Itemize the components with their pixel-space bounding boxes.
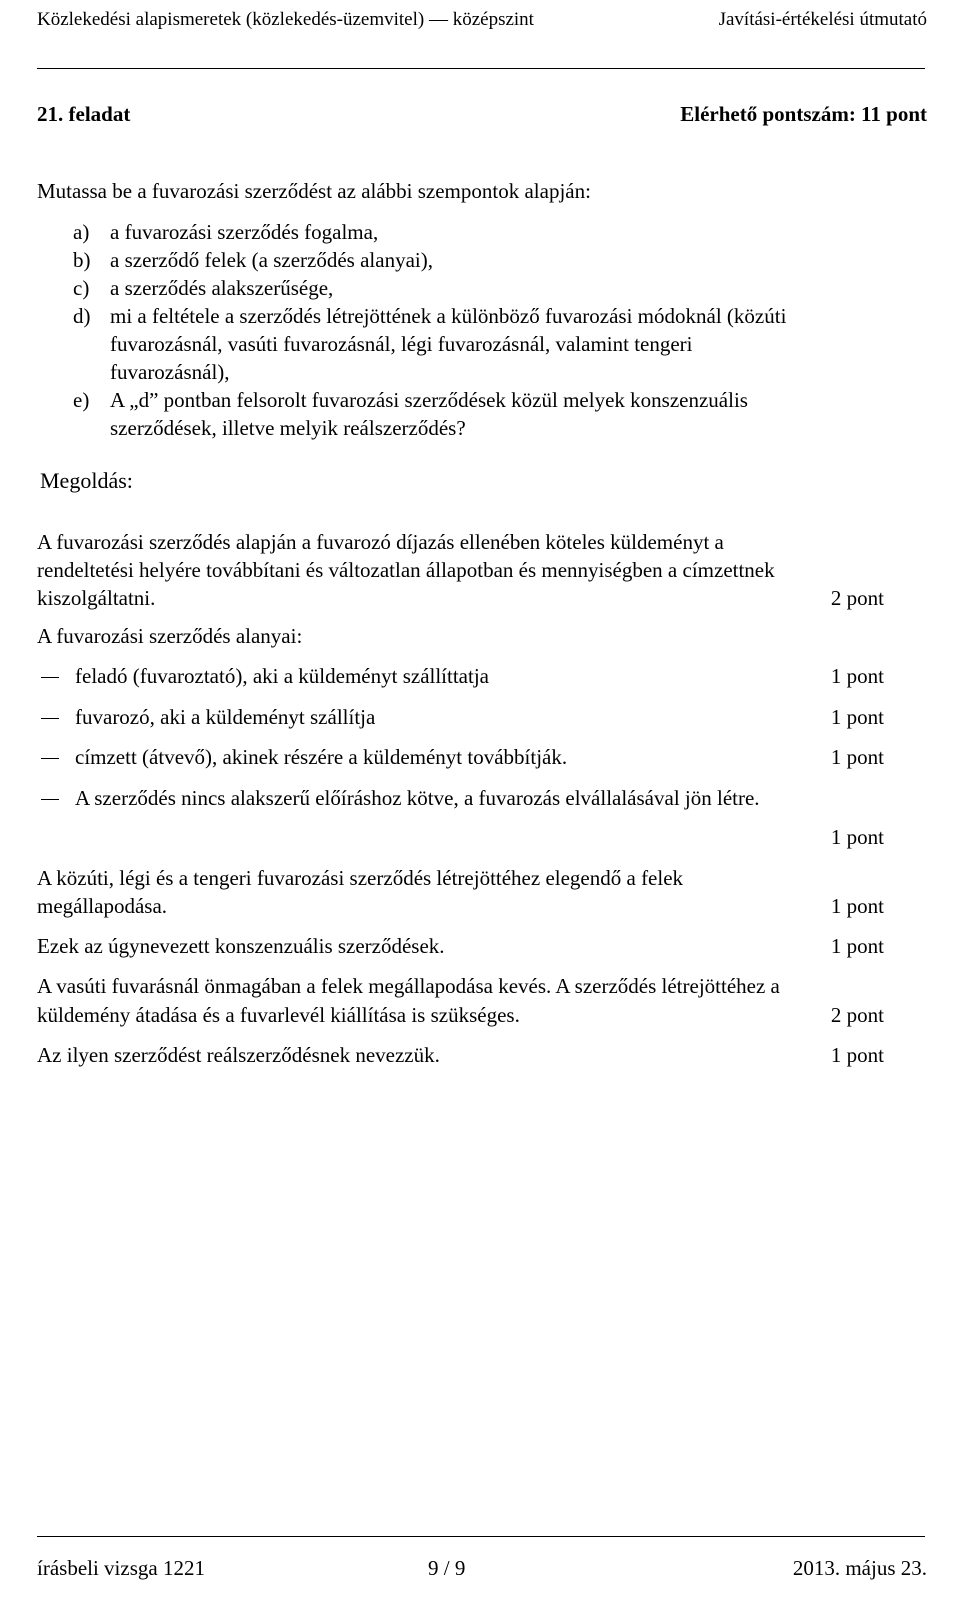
p5-points: 1 pont <box>830 1043 884 1067</box>
party-carrier-points: 1 pont <box>830 705 884 729</box>
item-d-text-1: mi a feltétele a szerződés létrejöttének a különböző fuvarozási módoknál (közúti <box>110 304 787 328</box>
party-consignee-points: 1 pont <box>830 745 884 769</box>
solution-p2-line2: megállapodása. <box>37 894 168 918</box>
item-e-text-1: A „d” pontban felsorolt fuvarozási szerződések közül melyek konszenzuális <box>110 388 748 412</box>
solution-p2-line1: A közúti, légi és a tengeri fuvarozási szerződés létrejöttéhez elegendő a felek <box>37 866 684 890</box>
header-rule <box>37 68 925 69</box>
party-carrier: fuvarozó, aki a küldeményt szállítja <box>75 705 376 729</box>
solution-p1-line1: A fuvarozási szerződés alapján a fuvarozó díjazás ellenében köteles küldeményt a <box>37 530 724 554</box>
header-right: Javítási-értékelési útmutató <box>718 9 927 30</box>
form-requirement: A szerződés nincs alakszerű előíráshoz kötve, a fuvarozás elvállalásával jön létre. <box>75 786 760 810</box>
dash-bullet <box>41 758 59 759</box>
max-points: Elérhető pontszám: 11 pont <box>680 102 927 126</box>
footer-date: 2013. május 23. <box>792 1556 927 1580</box>
footer-left: írásbeli vizsga 1221 <box>37 1556 205 1580</box>
p2-points: 1 pont <box>830 894 884 918</box>
solution-p4-line2: küldemény átadása és a fuvarlevél kiállítása is szükséges. <box>37 1003 520 1027</box>
page-number: 9 / 9 <box>428 1556 466 1580</box>
item-e-text-2: szerződések, illetve melyik reálszerződés? <box>110 416 466 440</box>
dash-bullet <box>41 677 59 678</box>
item-e-label: e) <box>73 388 90 412</box>
solution-p1-line3: kiszolgáltatni. <box>37 586 156 610</box>
footer-rule <box>37 1536 925 1537</box>
parties-heading: A fuvarozási szerződés alanyai: <box>37 624 303 648</box>
item-c-text: a szerződés alakszerűsége, <box>110 276 334 300</box>
item-d-label: d) <box>73 304 91 328</box>
solution-p5: Az ilyen szerződést reálszerződésnek nevezzük. <box>37 1043 440 1067</box>
item-a-text: a fuvarozási szerződés fogalma, <box>110 220 379 244</box>
p3-points: 1 pont <box>830 934 884 958</box>
item-c-label: c) <box>73 276 90 300</box>
solution-heading: Megoldás: <box>40 468 133 493</box>
solution-p1-line2: rendeltetési helyére továbbítani és változatlan állapotban és mennyiségben a címzettnek <box>37 558 775 582</box>
p1-points: 2 pont <box>830 586 884 610</box>
party-sender-points: 1 pont <box>830 664 884 688</box>
task-title: 21. feladat <box>37 102 131 126</box>
item-b-label: b) <box>73 248 91 272</box>
form-requirement-points: 1 pont <box>830 825 884 849</box>
solution-p3: Ezek az úgynevezett konszenzuális szerződések. <box>37 934 445 958</box>
party-consignee: címzett (átvevő), akinek részére a küldeményt továbbítják. <box>75 745 568 769</box>
dash-bullet <box>41 718 59 719</box>
dash-bullet <box>41 799 59 800</box>
p4-points: 2 pont <box>830 1003 884 1027</box>
header-left: Közlekedési alapismeretek (közlekedés-üzemvitel) — középszint <box>37 9 534 30</box>
item-d-text-3: fuvarozásnál), <box>110 360 230 384</box>
party-sender: feladó (fuvaroztató), aki a küldeményt szállíttatja <box>75 664 489 688</box>
task-intro: Mutassa be a fuvarozási szerződést az alábbi szempontok alapján: <box>37 179 591 203</box>
item-a-label: a) <box>73 220 90 244</box>
item-b-text: a szerződő felek (a szerződés alanyai), <box>110 248 433 272</box>
solution-p4-line1: A vasúti fuvarásnál önmagában a felek megállapodása kevés. A szerződés létrejöttéhez a <box>37 974 780 998</box>
item-d-text-2: fuvarozásnál, vasúti fuvarozásnál, légi fuvarozásnál, valamint tengeri <box>110 332 693 356</box>
